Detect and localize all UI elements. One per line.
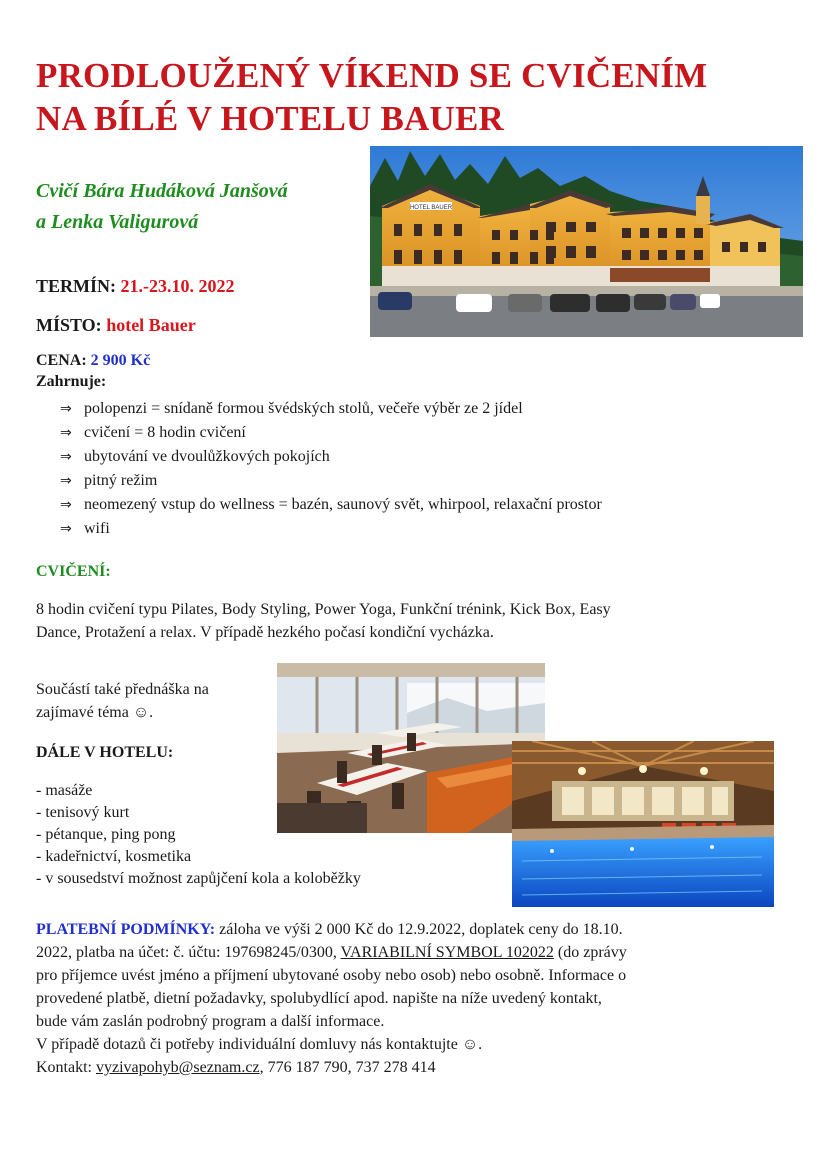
list-item: - pétanque, ping pong [36,826,176,843]
includes-label: Zahrnuje: [36,373,107,390]
place-label: MÍSTO: [36,315,102,335]
hotel-exterior-photo [370,146,803,337]
contact-label: Kontakt: [36,1059,96,1076]
term-row [36,276,235,297]
contact-row [36,1056,796,1079]
list-item: ⇒ cvičení = 8 hodin cvičení [60,421,602,445]
contact-email-link[interactable]: vyzivapohyb@seznam.cz [96,1059,260,1076]
arrow-icon: ⇒ [60,473,72,489]
instructors [36,176,288,238]
exercise-description: 8 hodin cvičení typu Pilates, Body Styling, Power Yoga, Funkční trénink, Kick Box, Easy Dance, Protažení a relax. V případě hezkého počasí kondiční vycházka. [36,601,611,641]
payment-heading: PLATEBNÍ PODMÍNKY: [36,921,216,938]
price-row [36,352,150,370]
place-value: hotel Bauer [106,315,196,335]
place-row [36,315,196,336]
list-item: - kadeřnictví, kosmetika [36,848,192,865]
title-line-1: PRODLOUŽENÝ VÍKEND SE CVIČENÍM [36,56,708,95]
arrow-icon: ⇒ [60,521,72,537]
arrow-icon: ⇒ [60,425,72,441]
lecture-note: Součástí také přednáška na zajímavé téma ☺. [36,681,209,721]
arrow-icon: ⇒ [60,401,72,417]
list-item: - masáže [36,782,93,799]
pool-photo [512,741,774,907]
list-item: - v sousedství možnost zapůjčení kola a koloběžky [36,870,361,887]
restaurant-photo [277,663,545,833]
includes-list [60,397,602,541]
list-item: ⇒ neomezený vstup do wellness = bazén, saunový svět, whirpool, relaxační prostor [60,493,602,517]
arrow-icon: ⇒ [60,497,72,513]
payment-conditions: PLATEBNÍ PODMÍNKY: záloha ve výši 2 000 Kč do 12.9.2022, doplatek ceny do 18.10. 2022, platba na účet: č. účtu: 197698245/0300, VARIABILNÍ SYMBOL 102022 (do zprávy pro příjemce uvést jméno a příjmení ubytované osoby nebo osob) nebo osobně. Informace o provedené platbě, dietní požadavky, spolubydlící apod. napište na níže uvedený kontakt, bude vám zaslán podrobný program a další informace. V případě dotazů či potřeby individuální domluvy nás kontaktujte ☺. Kontakt: vyzivapohyb@seznam.cz, 776 187 790, 737 278 414 [36,918,796,1079]
list-item: ⇒ ubytování ve dvoulůžkových pokojích [60,445,602,469]
price-value: 2 900 Kč [90,352,151,369]
instructors-line-2: a Lenka Valigurová [36,211,199,233]
contact-phones: , 776 187 790, 737 278 414 [259,1059,436,1076]
term-value: 21.-23.10. 2022 [120,276,235,296]
exercise-heading: CVIČENÍ: [36,563,111,580]
title-line-2: NA BÍLÉ V HOTELU BAUER [36,99,504,138]
term-label: TERMÍN: [36,276,116,296]
hotel-sign-text: HOTEL BAUER [409,205,453,211]
page-title [36,54,707,140]
list-item: ⇒ pitný režim [60,469,602,493]
variable-symbol: VARIABILNÍ SYMBOL 102022 [340,944,554,961]
arrow-icon: ⇒ [60,449,72,465]
instructors-line-1: Cvičí Bára Hudáková Janšová [36,180,288,202]
list-item: ⇒ wifi [60,517,602,541]
list-item: - tenisový kurt [36,804,130,821]
hotel-extras-heading: DÁLE V HOTELU: [36,744,174,761]
list-item: ⇒ polopenzi = snídaně formou švédských stolů, večeře výběr ze 2 jídel [60,397,602,421]
price-label: CENA: [36,352,87,369]
